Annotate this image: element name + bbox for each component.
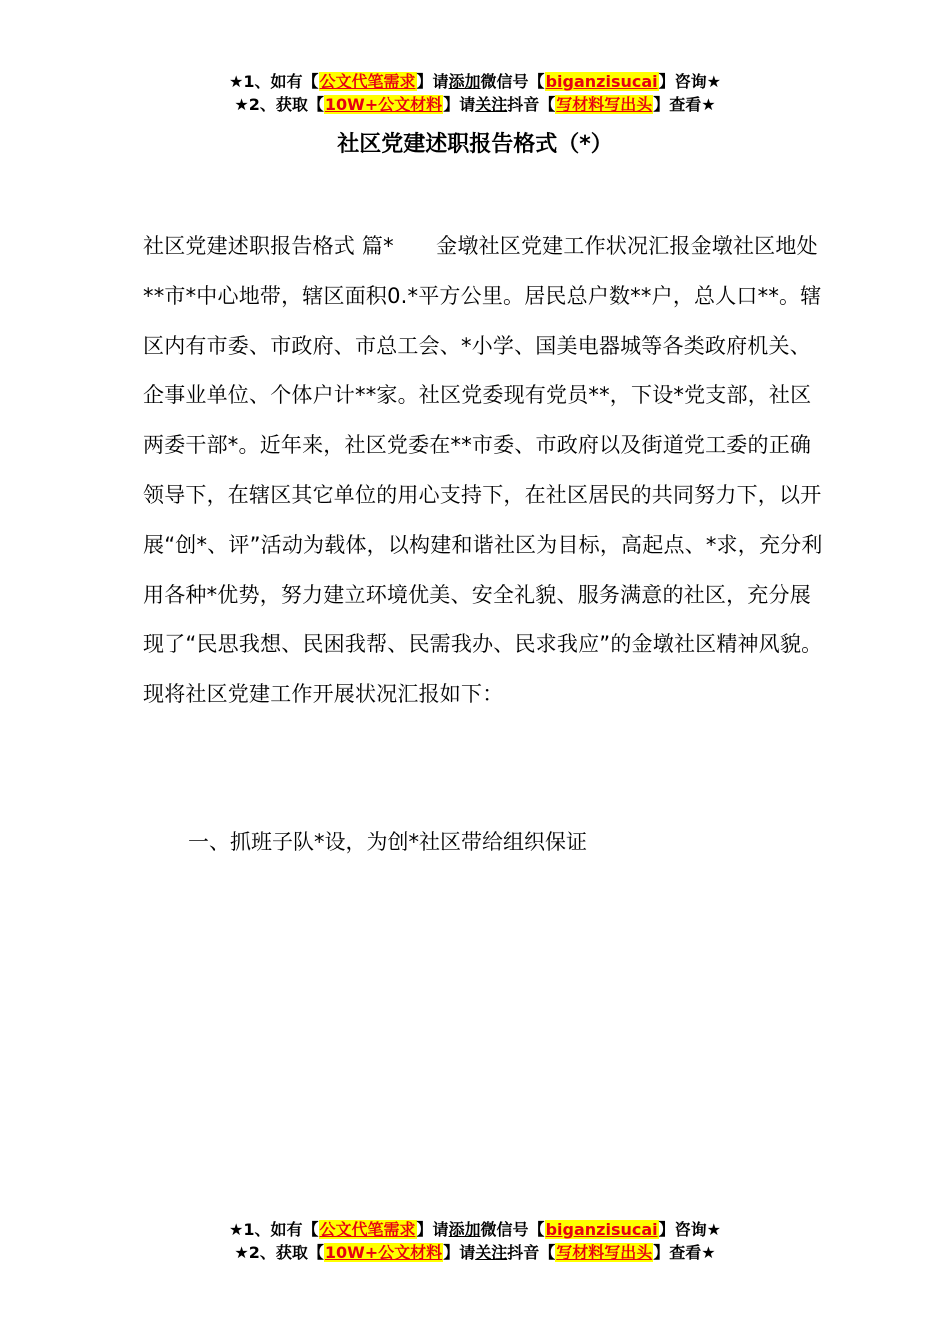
promo-line-1: ★1、如有【公文代笔需求】请添加微信号【biganzisucai】咨询★	[229, 1220, 721, 1239]
bottom-promo-banner	[0, 1218, 950, 1264]
section-heading-1: 一、抓班子队*设，为创*社区带给组织保证	[188, 830, 587, 854]
highlight-ghostwriting: 公文代笔需求	[319, 72, 416, 91]
highlight-douyin-account: 写材料写出头	[556, 1243, 653, 1262]
top-promo-banner	[0, 70, 950, 116]
promo-line-2: ★2、获取【10W+公文材料】请关注抖音【写材料写出头】查看★	[234, 1243, 716, 1262]
promo-line-2: ★2、获取【10W+公文材料】请关注抖音【写材料写出头】查看★	[234, 95, 716, 114]
document-title: 社区党建述职报告格式（*）	[337, 132, 613, 157]
highlight-materials: 10W+公文材料	[324, 95, 443, 114]
highlight-materials: 10W+公文材料	[324, 1243, 443, 1262]
highlight-wechat-id: biganzisucai	[545, 72, 658, 91]
highlight-ghostwriting: 公文代笔需求	[319, 1220, 416, 1239]
promo-line-1: ★1、如有【公文代笔需求】请添加微信号【biganzisucai】咨询★	[229, 72, 721, 91]
highlight-douyin-account: 写材料写出头	[556, 95, 653, 114]
intro-paragraph: 社区党建述职报告格式 篇* 金墩社区党建工作状况汇报金墩社区地处**市*中心地带，辖区面积0.*平方公里。居民总户数**户，总人口**。辖区内有市委、市政府、市总工会、*小学、国美电器城等各类政府机关、企事业单位、个体户计**家。社区党委现有党员**，下设*党支部，社区两委干部*。近年来，社区党委在**市委、市政府以及街道党工委的正确领导下，在辖区其它单位的用心支持下，在社区居民的共同努力下，以开展“创*、评”活动为载体，以构建和谐社区为目标，高起点、*求，充分利用各种*优势，努力建立环境优美、安全礼貌、服务满意的社区，充分展现了“民思我想、民困我帮、民需我办、民求我应”的金墩社区精神风貌。现将社区党建工作开展状况汇报如下：	[143, 234, 823, 707]
highlight-wechat-id: biganzisucai	[545, 1220, 658, 1239]
